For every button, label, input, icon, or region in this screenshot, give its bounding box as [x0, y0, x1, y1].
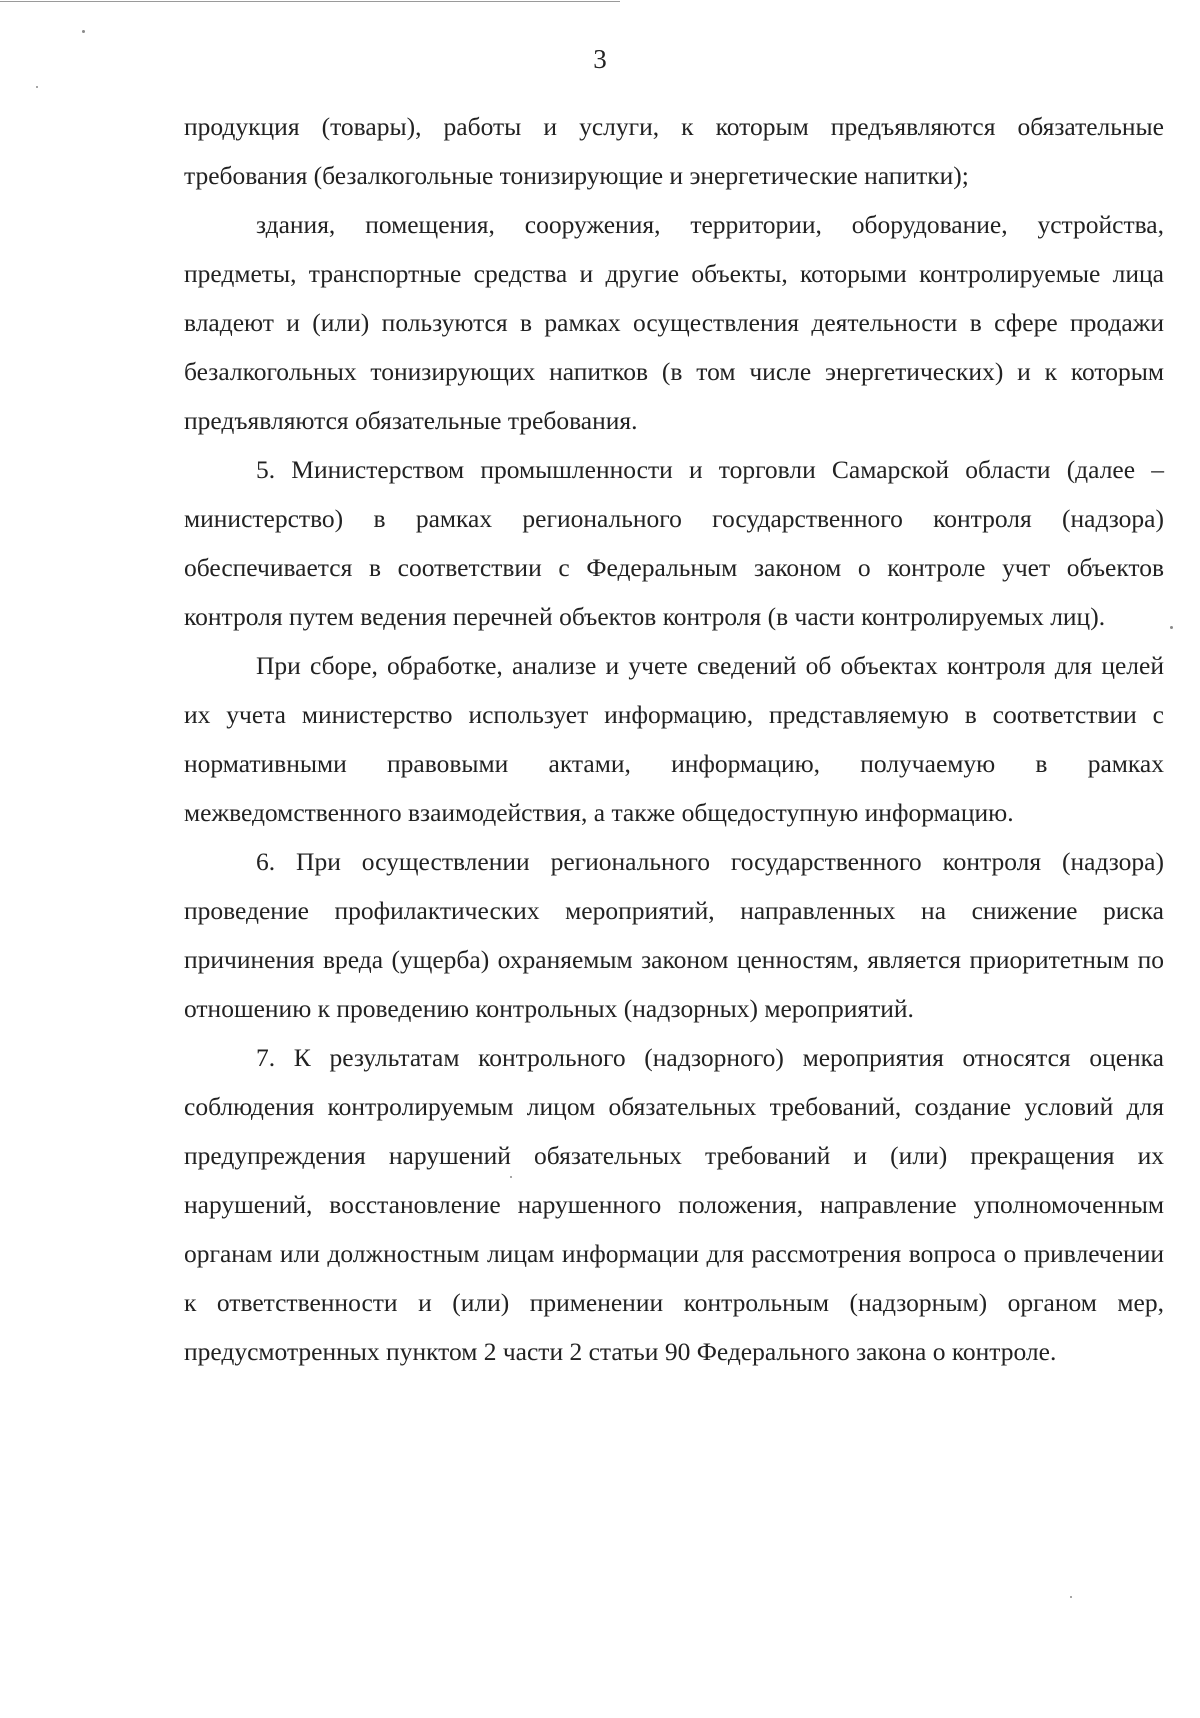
- scan-speck: [1070, 1596, 1072, 1598]
- scan-speck: [36, 86, 38, 88]
- document-body: [184, 102, 1164, 1376]
- scan-speck: [1170, 626, 1173, 629]
- paragraph-products: продукция (товары), работы и услуги, к которым предъявляются обязательные требования (безалкогольные тонизирующие и энергетические напитки);: [184, 112, 1164, 190]
- scan-speck: [82, 30, 85, 33]
- paragraph-item-5: 5. Министерством промышленности и торговли Самарской области (далее – министерство) в рамках регионального государственного контроля (надзора) обеспечивается в соответствии с Федеральным законом о контроле учет объектов контроля путем ведения перечней объектов контроля (в части контролируемых лиц).: [184, 455, 1164, 631]
- paragraph-buildings: здания, помещения, сооружения, территории, оборудование, устройства, предметы, транспортные средства и другие объекты, которыми контролируемые лица владеют и (или) пользуются в рамках осуществления деятельности в сфере продажи безалкогольных тонизирующих напитков (в том числе энергетических) и к которым предъявляются обязательные требования.: [184, 210, 1164, 435]
- paragraph-item-7: 7. К результатам контрольного (надзорного) мероприятия относятся оценка соблюдения контролируемым лицом обязательных требований, создание условий для предупреждения нарушений обязательных требований и (или) прекращения их нарушений, восстановление нарушенного положения, направление уполномоченным органам или должностным лицам информации для рассмотрения вопроса о привлечении к ответственности и (или) применении контрольным (надзорным) органом мер, предусмотренных пунктом 2 части 2 статьи 90 Федерального закона о контроле.: [184, 1043, 1164, 1366]
- page-number: 3: [593, 44, 607, 74]
- paragraph-item-6: 6. При осуществлении регионального государственного контроля (надзора) проведение профилактических мероприятий, направленных на снижение риска причинения вреда (ущерба) охраняемым законом ценностям, является приоритетным по отношению к проведению контрольных (надзорных) мероприятий.: [184, 847, 1164, 1023]
- paragraph-data-collection: При сборе, обработке, анализе и учете сведений об объектах контроля для целей их учета министерство использует информацию, представляемую в соответствии с нормативными правовыми актами, информацию, получаемую в рамках межведомственного взаимодействия, а также общедоступную информацию.: [184, 651, 1164, 827]
- scan-border-line: [0, 1, 620, 2]
